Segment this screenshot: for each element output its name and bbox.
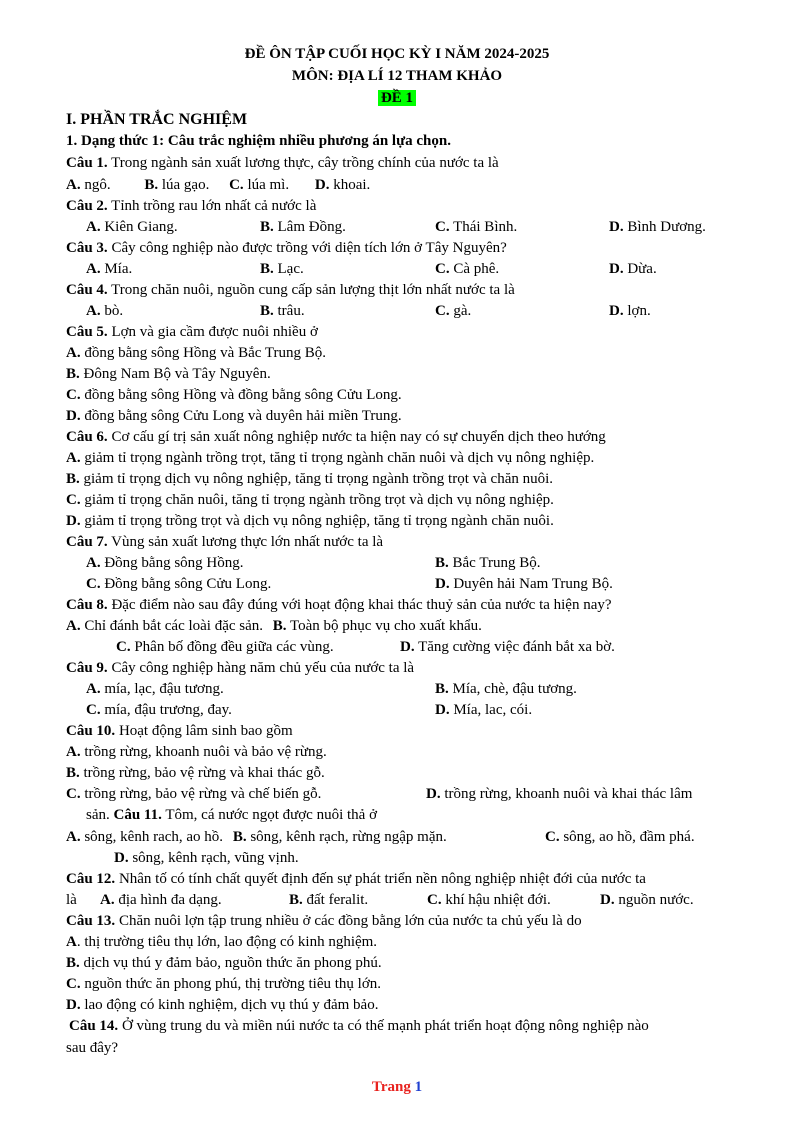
question-1-options xyxy=(66,176,370,194)
option-d: D. sông, kênh rạch, vũng vịnh. xyxy=(114,850,299,866)
question-14: Câu 14. Ở vùng trung du và miền núi nước ta có thế mạnh phát triển hoạt động nông nghiệp nào xyxy=(69,1018,649,1034)
question-3: Câu 3. Cây công nghiệp nào được trồng với diện tích lớn ở Tây Nguyên? xyxy=(66,240,507,256)
page-footer xyxy=(0,1079,794,1096)
question-6: Câu 6. Cơ cấu gí trị sản xuất nông nghiệp nước ta hiện nay có sự chuyển dịch theo hướng xyxy=(66,429,606,445)
question-8: Câu 8. Đặc điểm nào sau đây đúng với hoạt động khai thác thuỷ sản của nước ta hiện nay? xyxy=(66,597,612,613)
option-a: A. Kiên Giang. xyxy=(86,219,178,235)
option-b: B. trồng rừng, bảo vệ rừng và khai thác gỗ. xyxy=(66,765,325,781)
option-d: D. lợn. xyxy=(609,303,651,319)
exam-code-wrap xyxy=(0,90,794,107)
option-c: C. giảm tỉ trọng chăn nuôi, tăng tỉ trọng ngành trồng trọt và dịch vụ nông nghiệp. xyxy=(66,492,554,508)
question-9: Câu 9. Cây công nghiệp hàng năm chủ yếu của nước ta là xyxy=(66,660,415,676)
question-4: Câu 4. Trong chăn nuôi, nguồn cung cấp sản lượng thịt lớn nhất nước ta là xyxy=(66,282,515,298)
question-1: Câu 1. Trong ngành sản xuất lương thực, cây trồng chính của nước ta là xyxy=(66,155,499,171)
option-b: B. giảm tỉ trọng dịch vụ nông nghiệp, tăng tỉ trọng ngành trồng trọt và chăn nuôi. xyxy=(66,471,554,487)
option-d: D. giảm tỉ trọng trồng trọt và dịch vụ nông nghiệp, tăng tỉ trọng ngành chăn nuôi. xyxy=(66,513,554,529)
option-a: A. địa hình đa dạng. xyxy=(100,892,222,908)
option-a: A. Mía. xyxy=(86,261,133,277)
option-a: A. mía, lạc, đậu tương. xyxy=(86,681,224,697)
option-a: A. Chỉ đánh bắt các loài đặc sản. xyxy=(66,618,264,634)
option-c: C. sông, ao hồ, đầm phá. xyxy=(545,829,695,845)
question-2: Câu 2. Tỉnh trồng rau lớn nhất cả nước là xyxy=(66,198,317,214)
option-c: C. đồng bằng sông Hồng và đồng bằng sông Cửu Long. xyxy=(66,387,402,403)
option-c: C. mía, đậu trương, đay. xyxy=(86,702,232,718)
question-13: Câu 13. Chăn nuôi lợn tập trung nhiều ở các đồng bằng lớn của nước ta chủ yếu là do xyxy=(66,913,582,929)
option-c: C. Thái Bình. xyxy=(435,219,518,235)
question-11-text: Tôm, cá nước ngọt được nuôi thả ở xyxy=(161,807,378,823)
option-b: B. Toàn bộ phục vụ cho xuất khẩu. xyxy=(272,618,482,634)
question-11-line xyxy=(86,806,377,824)
question-14-continuation: sau đây? xyxy=(66,1040,119,1056)
question-8-options-ab xyxy=(66,617,482,635)
option-d: D. nguồn nước. xyxy=(600,892,694,908)
option-c: C. nguồn thức ăn phong phú, thị trường tiêu thụ lớn. xyxy=(66,976,382,992)
option-a: A. giảm tỉ trọng ngành trồng trọt, tăng tỉ trọng ngành chăn nuôi và dịch vụ nông nghiệp. xyxy=(66,450,595,466)
option-d-continuation: sản. xyxy=(86,807,110,823)
option-a: A. sông, kênh rach, ao hồ. xyxy=(66,829,224,845)
option-b: B. Bắc Trung Bộ. xyxy=(435,555,541,571)
question-10: Câu 10. Hoạt động lâm sinh bao gồm xyxy=(66,723,293,739)
option-b: B. Lạc. xyxy=(260,261,304,277)
option-d: D. khoai. xyxy=(314,177,371,193)
option-c: C. khí hậu nhiệt đới. xyxy=(427,892,551,908)
option-b: B. trâu. xyxy=(260,303,305,319)
question-11-number: Câu 11. xyxy=(113,807,162,823)
option-b: B. dịch vụ thú y đảm bảo, nguồn thức ăn phong phú. xyxy=(66,955,382,971)
option-c: C. Cà phê. xyxy=(435,261,500,277)
option-a: A. trồng rừng, khoanh nuôi và bảo vệ rừng. xyxy=(66,744,327,760)
option-a: A. bò. xyxy=(86,303,124,319)
exam-title: ĐỀ ÔN TẬP CUỐI HỌC KỲ I NĂM 2024-2025 xyxy=(244,46,550,62)
question-7: Câu 7. Vùng sản xuất lương thực lớn nhất nước ta là xyxy=(66,534,384,550)
option-c: C. gà. xyxy=(435,303,472,319)
option-b: B. lúa gạo. xyxy=(144,177,210,193)
option-d: D. Bình Dương. xyxy=(609,219,706,235)
option-c: C. Phân bố đồng đều giữa các vùng. xyxy=(116,639,334,655)
option-b: B. sông, kênh rạch, rừng ngập mặn. xyxy=(232,829,447,845)
option-b: B. Lâm Đồng. xyxy=(260,219,346,235)
option-a: A. đồng bằng sông Hồng và Bắc Trung Bộ. xyxy=(66,345,327,361)
exam-code: ĐỀ 1 xyxy=(378,90,416,106)
question-12-lead: là xyxy=(66,892,77,908)
option-d: D. lao động có kinh nghiệm, dịch vụ thú y đảm bảo. xyxy=(66,997,379,1013)
option-c: C. trồng rừng, bảo vệ rừng và chế biến gỗ. xyxy=(66,786,322,802)
option-a: A. thị trường tiêu thụ lớn, lao động có kinh nghiệm. xyxy=(66,934,378,950)
option-a: A. ngô. xyxy=(66,177,111,193)
option-d: D. Mía, lac, cói. xyxy=(435,702,533,718)
option-b: B. đất feralit. xyxy=(289,892,369,908)
page-number: 1 xyxy=(414,1079,423,1095)
option-b: B. Đông Nam Bộ và Tây Nguyên. xyxy=(66,366,271,382)
question-5: Câu 5. Lợn và gia cầm được nuôi nhiều ở xyxy=(66,324,318,340)
page-label: Trang xyxy=(371,1079,411,1095)
option-b: B. Mía, chè, đậu tương. xyxy=(435,681,577,697)
exam-subject: MÔN: ĐỊA LÍ 12 THAM KHẢO xyxy=(291,68,503,84)
option-c: C. lúa mì. xyxy=(229,177,290,193)
option-d: D. Dừa. xyxy=(609,261,657,277)
option-c: C. Đồng bằng sông Cửu Long. xyxy=(86,576,272,592)
option-d: D. Duyên hải Nam Trung Bộ. xyxy=(435,576,613,592)
option-d: D. trồng rừng, khoanh nuôi và khai thác lâm xyxy=(426,786,693,802)
question-11-options-ab xyxy=(66,828,447,846)
question-12: Câu 12. Nhân tố có tính chất quyết định đến sự phát triển nền nông nghiệp nhiệt đới của nước ta xyxy=(66,871,646,887)
section-title: I. PHẦN TRẮC NGHIỆM xyxy=(66,111,248,128)
section-subtitle: 1. Dạng thức 1: Câu trắc nghiệm nhiều phương án lựa chọn. xyxy=(66,133,451,149)
option-a: A. Đồng bằng sông Hồng. xyxy=(86,555,244,571)
option-d: D. đồng bằng sông Cửu Long và duyên hải miền Trung. xyxy=(66,408,402,424)
option-d: D. Tăng cường việc đánh bắt xa bờ. xyxy=(400,639,615,655)
